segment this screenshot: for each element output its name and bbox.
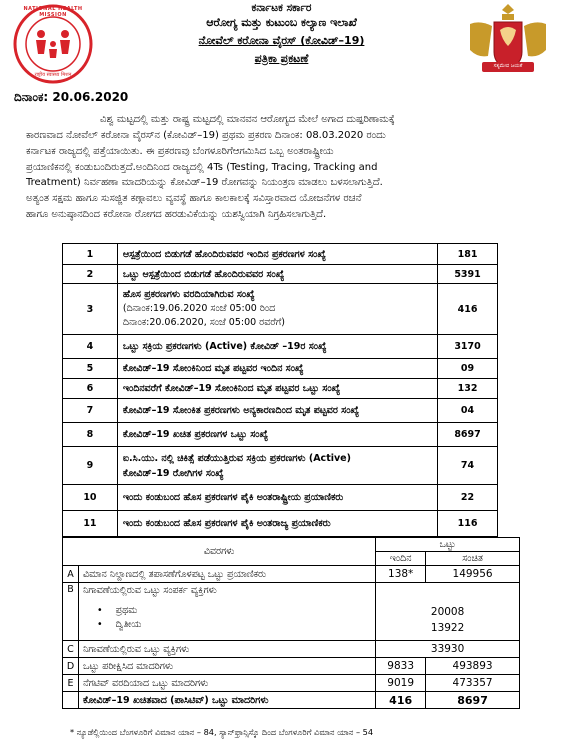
- row-label: ಹೊಸ ಪ್ರಕರಣಗಳು ವರದಿಯಾಗಿರುವ ಸಂಖ್ಯೆ: [122, 289, 255, 300]
- table-row: [63, 359, 498, 379]
- row-label-cell: [78, 583, 375, 641]
- row-value: 74: [438, 447, 498, 485]
- row-value: 116: [438, 511, 498, 537]
- row-cumulative: 473357: [426, 675, 520, 692]
- row-label: ಆಸ್ಪತ್ರೆಯಿಂದ ಬಿಡುಗಡೆ ಹೊಂದಿರುವವರ ಇಂದಿನ ಪ್ರಕರಣಗಳ ಸಂಖ್ಯೆ: [117, 244, 437, 265]
- row-value: 22: [438, 485, 498, 511]
- row-value: 181: [438, 244, 498, 265]
- row-sublabel: ಕೋವಿಡ್–19 ರೋಗಿಗಳ ಸಂಖ್ಯೆ: [122, 467, 224, 479]
- table-row: [63, 566, 520, 583]
- row-value: 8697: [438, 423, 498, 447]
- header-cumulative: ಸಂಚಿತ: [426, 552, 520, 566]
- summary-table: [62, 243, 498, 537]
- row-number: 3: [63, 284, 118, 335]
- intro-paragraph-body: [26, 128, 540, 223]
- header-details: ವಿವರಗಳು: [63, 538, 376, 566]
- table-row: [63, 641, 520, 658]
- row-key: D: [63, 658, 79, 675]
- row-values-cell: [376, 583, 520, 641]
- row-value: 04: [438, 399, 498, 423]
- row-label: ಕೋವಿಡ್–19 ಸೋಂಕಿನಿಂದ ಮೃತ ಪಟ್ಟವರ ಇಂದಿನ ಸಂಖ್ಯೆ: [117, 359, 437, 379]
- footnote: * ನ್ಯೂಡೆಲ್ಲಿಯಿಂದ ಬೆಂಗಳೂರಿಗೆ ವಿಮಾನ ಯಾನ – 84, ಸ್ಯಾನ್‌ಫ್ರಾನ್ಸಿಸ್ಕೊ ದಿಂದ ಬೆಂಗಳೂರಿಗೆ ವಿಮಾನ ಯಾನ – 54: [70, 727, 374, 737]
- table-row: [63, 675, 520, 692]
- table-row: [63, 485, 498, 511]
- table-row: [63, 692, 520, 709]
- paragraph-line: ವಿಶ್ವ ಮಟ್ಟದಲ್ಲಿ ಮತ್ತು ರಾಷ್ಟ್ರ ಮಟ್ಟದಲ್ಲಿ ಮಾನವನ ಆರೋಗ್ಯದ ಮೇಲೆ ಅಗಾದ ದುಷ್ಪರಿಣಾಮಕ್ಕೆ: [100, 114, 395, 125]
- row-label: ವಿಮಾನ ನಿಲ್ದಾಣದಲ್ಲಿ ತಪಾಸಣೆಗೊಳಪಟ್ಟ ಒಟ್ಟು ಪ್ರಯಾಣಿಕರು: [78, 566, 375, 583]
- row-key: A: [63, 566, 79, 583]
- date-line: ದಿನಾಂಕ: 20.06.2020: [14, 90, 129, 104]
- table-row: [63, 335, 498, 359]
- bullet-icon: •: [96, 619, 103, 630]
- row-cumulative: 149956: [426, 566, 520, 583]
- row-number: 10: [63, 485, 118, 511]
- table-row: [63, 423, 498, 447]
- list-item-value: 13922: [430, 622, 465, 634]
- paragraph-line: ಅತ್ಯಂತ ಸಕ್ಷಮ ಹಾಗೂ ಸುಸಜ್ಜಿತ ಕಣ್ಗಾವಲು ವ್ಯವಸ್ಥೆ ಹಾಗೂ ಕಾಲಕಾಲಕ್ಕೆ ಸವಿಸ್ತಾರವಾದ ಯೋಜನೆಗಳ ರಚನೆ: [26, 193, 362, 205]
- paragraph-line: ಪ್ರಯಾಣಿಕನಲ್ಲಿ ಕಂಡುಬಂದಿರುತ್ತದೆ.ಅಂದಿನಿಂದ ರಾಜ್ಯದಲ್ಲಿ 4Ts (Testing, Tracing, Tracking and: [26, 161, 378, 173]
- row-label-cell: [117, 284, 437, 335]
- row-label: ಇಂದು ಕಂಡುಬಂದ ಹೊಸ ಪ್ರಕರಣಗಳ ಪೈಕಿ ಅಂತರಾಷ್ಟ್ರೀಯ ಪ್ರಯಾಣಿಕರು: [117, 485, 437, 511]
- row-label: ನೆಗಟಿವ್ ವರದಿಯಾದ ಒಟ್ಟು ಮಾದರಿಗಳು: [78, 675, 375, 692]
- row-label: ಐ.ಸಿ.ಯು. ನಲ್ಲಿ ಚಿಕಿತ್ಸೆ ಪಡೆಯುತ್ತಿರುವ ಸಕ್ರಿಯ ಪ್ರಕರಣಗಳು (Active): [122, 452, 351, 464]
- list-item: [83, 618, 374, 632]
- row-today: 138*: [376, 566, 426, 583]
- row-label-cell: [117, 447, 437, 485]
- press-release-title: ಪತ್ರಿಕಾ ಪ್ರಕಟಣೆ: [254, 52, 309, 65]
- row-number: 8: [63, 423, 118, 447]
- table-row: [63, 284, 498, 335]
- row-sublabel: (ದಿನಾಂಕ:19.06.2020 ಸಂಜೆ 05:00 ರಿಂದ: [122, 303, 276, 314]
- row-sublabel: ದಿನಾಂಕ:20.06.2020, ಸಂಜೆ 05:00 ರವರೆಗೆ): [122, 317, 285, 328]
- row-number: 9: [63, 447, 118, 485]
- nhm-logo: [10, 4, 96, 84]
- row-key: B: [63, 583, 79, 641]
- paragraph-line: ಹಾಗೂ ಅನುಷ್ಠಾನದಿಂದ ಕರೋನಾ ರೋಗದ ಹರಡುವಿಕೆಯನ್ನು ಯಶಸ್ವಿಯಾಗಿ ನಿಗ್ರಹಿಸಲಾಗುತ್ತಿದೆ.: [26, 208, 327, 220]
- nhm-logo-text: NATIONAL HEALTH MISSION: [23, 6, 83, 18]
- table-row: [63, 244, 498, 265]
- row-value: 416: [438, 284, 498, 335]
- department-line: ಆರೋಗ್ಯ ಮತ್ತು ಕುಟುಂಬ ಕಲ್ಯಾಣ ಇಲಾಖೆ: [206, 16, 357, 29]
- row-label: ಇಂದಿನವರೆಗೆ ಕೋವಿಡ್–19 ಸೋಂಕಿನಿಂದ ಮೃತ ಪಟ್ಟವರ ಒಟ್ಟು ಸಂಖ್ಯೆ: [117, 379, 437, 399]
- row-label: ಕೋವಿಡ್–19 ಖಚಿತವಾದ (ಪಾಸಿಟಿವ್) ಒಟ್ಟು ಮಾದರಿಗಳು: [78, 692, 375, 709]
- karnataka-emblem: [462, 2, 554, 80]
- details-table: [62, 537, 520, 709]
- table-row: [63, 447, 498, 485]
- paragraph-line: Treatment) ನಿರ್ವಹಣಾ ಮಾದರಿಯನ್ನು ಕೋವಿಡ್–19 ರೋಗವನ್ನು ನಿಯಂತ್ರಣ ಮಾಡಲು ಬಳಸಲಾಗುತ್ತಿದೆ.: [26, 177, 383, 189]
- row-label: ನಿಗಾವಣೆಯಲ್ಲಿರುವ ಒಟ್ಟು ವ್ಯಕ್ತಿಗಳು: [78, 641, 375, 658]
- government-line: ಕರ್ನಾಟಕ ಸರ್ಕಾರ: [251, 2, 312, 14]
- row-value: 33930: [376, 641, 520, 658]
- row-number: 4: [63, 335, 118, 359]
- row-cumulative: 493893: [426, 658, 520, 675]
- table-row: [63, 379, 498, 399]
- row-number: 2: [63, 265, 118, 284]
- row-value: 132: [438, 379, 498, 399]
- row-cumulative: 8697: [426, 692, 520, 709]
- row-key: C: [63, 641, 79, 658]
- row-number: 5: [63, 359, 118, 379]
- table-header-row: [63, 538, 520, 552]
- row-today: 9019: [376, 675, 426, 692]
- row-label: ಕೋವಿಡ್–19 ಖಚಿತ ಪ್ರಕರಣಗಳ ಒಟ್ಟು ಸಂಖ್ಯೆ: [117, 423, 437, 447]
- nhm-logo-subtext: राष्ट्रीय स्वास्थ्य मिशन: [34, 72, 72, 78]
- list-item-label: ಪ್ರಥಮ: [115, 605, 138, 616]
- row-number: 6: [63, 379, 118, 399]
- row-number: 7: [63, 399, 118, 423]
- emblem-motto: ಸತ್ಯಮೇವ ಜಯತೆ: [493, 63, 523, 69]
- row-label: ಒಟ್ಟು ಆಸ್ಪತ್ರೆಯಿಂದ ಬಿಡುಗಡೆ ಹೊಂದಿರುವವರ ಸಂಖ್ಯೆ: [117, 265, 437, 284]
- list-item-label: ದ್ವಿತೀಯ: [115, 619, 142, 630]
- paragraph-line: ಕರ್ನಾಟಕ ರಾಜ್ಯದಲ್ಲಿ ಪತ್ತೆಯಾಯಿತು. ಈ ಪ್ರಕರಣವು ಬೆಂಗಳೂರಿಗೆಆಗಮಿಸಿದ ಒಬ್ಬ ಅಂತರಾಷ್ಟ್ರೀಯ: [26, 145, 334, 157]
- table-row: [63, 583, 520, 641]
- table-row: [63, 399, 498, 423]
- paragraph-line: ಕಾರಣವಾದ ನೋವೆಲ್ ಕರೋನಾ ವೈರಸ್‌ನ (ಕೋವಿಡ್–19) ಪ್ರಥಮ ಪ್ರಕರಣ ದಿನಾಂಕ: 08.03.2020 ರಂದು: [26, 130, 386, 141]
- row-number: 1: [63, 244, 118, 265]
- row-today: 9833: [376, 658, 426, 675]
- row-label: ಒಟ್ಟು ಸಕ್ರಿಯ ಪ್ರಕರಣಗಳು (Active) ಕೋವಿಡ್ –19ರ ಸಂಖ್ಯೆ: [117, 335, 437, 359]
- row-today: 416: [376, 692, 426, 709]
- row-value: 09: [438, 359, 498, 379]
- bullet-icon: •: [96, 605, 103, 616]
- row-number: 11: [63, 511, 118, 537]
- header-total: ಒಟ್ಟು: [376, 538, 520, 552]
- header-today: ಇಂದಿನ: [376, 552, 426, 566]
- row-key: [63, 692, 79, 709]
- virus-line: ನೋವೆಲ್ ಕರೋನಾ ವೈರಸ್ (ಕೋವಿಡ್–19): [198, 34, 365, 47]
- row-label: ಕೋವಿಡ್–19 ಸೋಂಕಿತ ಪ್ರಕರಣಗಳು ಅನ್ಯಕಾರಣದಿಂದ ಮೃತ ಪಟ್ಟವರ ಸಂಖ್ಯೆ: [117, 399, 437, 423]
- row-value: 5391: [438, 265, 498, 284]
- table-row: [63, 658, 520, 675]
- list-item-value: 20008: [430, 606, 465, 618]
- table-row: [63, 265, 498, 284]
- row-label: ಒಟ್ಟು ಪರೀಕ್ಷಿಸಿದ ಮಾದರಿಗಳು: [78, 658, 375, 675]
- row-value: 3170: [438, 335, 498, 359]
- intro-paragraph: [62, 112, 540, 128]
- row-key: E: [63, 675, 79, 692]
- list-item: [83, 604, 374, 618]
- row-label: ನಿಗಾವಣೆಯಲ್ಲಿರುವ ಒಟ್ಟು ಸಂಪರ್ಕ ವ್ಯಕ್ತಿಗಳು: [82, 585, 217, 596]
- row-label: ಇಂದು ಕಂಡುಬಂದ ಹೊಸ ಪ್ರಕರಣಗಳ ಪೈಕಿ ಅಂತರಾಜ್ಯ ಪ್ರಯಾಣಿಕರು: [117, 511, 437, 537]
- table-row: [63, 511, 498, 537]
